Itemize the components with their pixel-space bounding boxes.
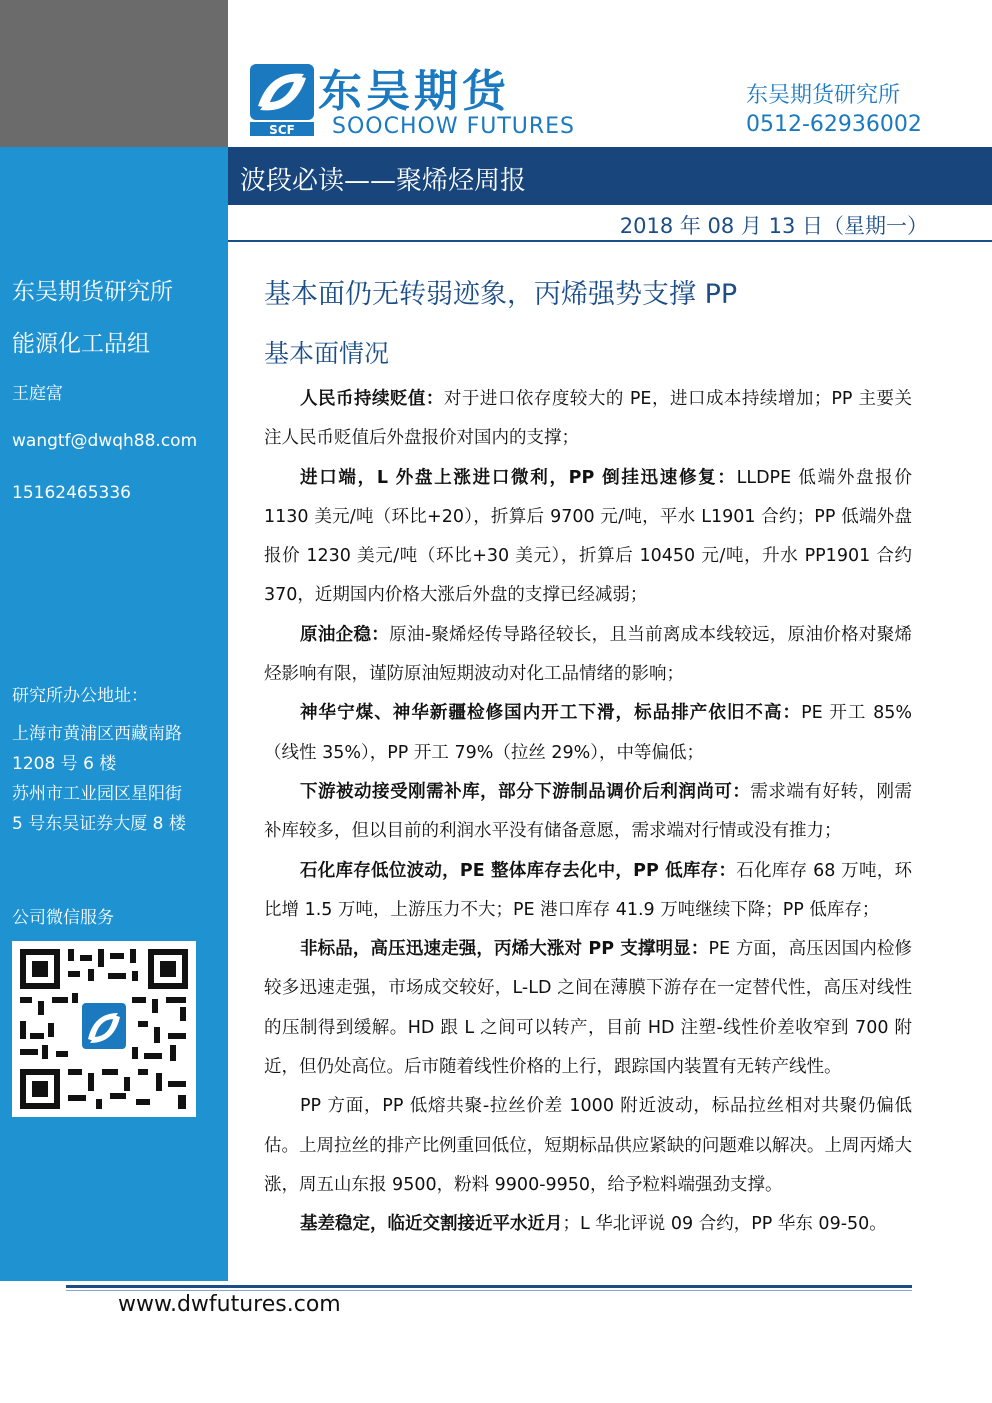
body-paragraph [264, 1087, 912, 1205]
analyst-email[interactable]: wangtf@dwqh88.com [12, 431, 198, 451]
sidebar-org: 东吴期货研究所 [12, 279, 173, 305]
logo-mark [250, 64, 314, 137]
address-label: 研究所办公地址： [12, 686, 148, 706]
paragraph-text: 原油-聚烯烃传导路径较长，且当前离成本线较远，原油价格对聚烯烃影响有限，谨防原油短期波动对化工品情绪的影响； [264, 624, 913, 685]
logo-chinese-name: 东吴期货 [318, 66, 510, 117]
body-paragraph [264, 459, 912, 616]
paragraph-lead: 非标品，高压迅速走强，丙烯大涨对 PP 支撑明显： [300, 939, 709, 960]
section-heading: 基本面情况 [264, 339, 390, 368]
paragraph-text: LLDPE 低端外盘报价 1130 美元/吨（环比+20），折算后 9700 元/吨，平水 L1901 合约；PP 低端外盘报价 1230 美元/吨（环比+30 美元），折算后 10450 元/吨，升水 PP1901 合约 370，近期国内价格大涨后外盘的支撑已经减弱； [264, 467, 912, 606]
sidebar-group: 能源化工品组 [12, 331, 150, 357]
institute-name: 东吴期货研究所 [746, 83, 901, 108]
paragraph-lead: 下游被动接受刚需补库，部分下游制品调价后利润尚可： [300, 781, 751, 802]
address-line: 苏州市工业园区星阳街 [12, 784, 182, 804]
report-date: 2018 年 08 月 13 日（星期一） [619, 214, 928, 238]
institute-phone: 0512-62936002 [746, 112, 922, 137]
paragraph-lead: 进口端，L 外盘上涨进口微利，PP 倒挂迅速修复： [300, 467, 737, 488]
date-divider [228, 240, 992, 242]
paragraph-text: PP 方面，PP 低熔共聚-拉丝价差 1000 附近波动，标品拉丝相对共聚仍偏低估。上周拉丝的排产比例重回低位，短期标品供应紧缺的问题难以解决。上周丙烯大涨，周五山东报 9500，粉料 9900-9950，给予粒料端强劲支撑。 [264, 1096, 912, 1195]
paragraph-lead: 人民币持续贬值： [300, 389, 444, 409]
paragraph-text: 石化库存 68 万吨，环比增 1.5 万吨，上游压力不大；PE 港口库存 41.9 万吨继续下降；PP 低库存； [264, 860, 912, 920]
footer-divider-thin [66, 1290, 912, 1291]
report-headline: 基本面仍无转弱迹象，丙烯强势支撑 PP [264, 279, 738, 310]
address-block [12, 719, 186, 839]
paragraph-text: 需求端有好转，刚需补库较多，但以目前的利润水平没有储备意愿，需求端对行情或没有推力； [264, 781, 913, 842]
footer-website-link[interactable]: www.dwfutures.com [118, 1292, 341, 1317]
body-paragraph [264, 616, 912, 695]
address-line: 1208 号 6 楼 [12, 754, 117, 774]
address-line: 上海市黄浦区西藏南路 [12, 724, 182, 744]
report-series-title: 波段必读——聚烯烃周报 [240, 166, 527, 196]
body-paragraph [264, 694, 912, 773]
report-series-band [228, 147, 992, 205]
analyst-name: 王庭富 [12, 384, 63, 404]
paragraph-text: PE 开工 85%（线性 35%），PP 开工 79%（拉丝 29%），中等偏低； [264, 703, 912, 763]
paragraph-lead: 石化库存低位波动，PE 整体库存去化中，PP 低库存： [300, 860, 737, 881]
paragraph-text: ；L 华北评说 09 合约，PP 华东 09-50。 [562, 1214, 887, 1235]
paragraph-lead: 基差稳定，临近交割接近平水近月 [300, 1214, 563, 1235]
top-gray-block [0, 0, 228, 147]
logo-english-name: SOOCHOW FUTURES [332, 114, 576, 139]
logo-mark-text: SCF [269, 123, 295, 137]
paragraph-text: PE 方面，高压因国内检修较多迅速走强，市场成交较好，L-LD 之间在薄膜下游存在一定替代性，高压对线性的压制得到缓解。HD 跟 L 之间可以转产，目前 HD 注塑-线性价差收窄到 700 附近，但仍处高位。后市随着线性价格的上行，跟踪国内装置有无转产线性。 [264, 939, 912, 1078]
report-body [264, 380, 912, 1245]
sidebar [0, 147, 228, 1281]
body-paragraph [264, 852, 912, 931]
body-paragraph [264, 930, 912, 1087]
paragraph-lead: 神华宁煤、神华新疆检修国内开工下滑，标品排产依旧不高： [300, 703, 802, 724]
paragraph-text: 对于进口依存度较大的 PE，进口成本持续增加；PP 主要关注人民币贬值后外盘报价对国内的支撑； [264, 389, 913, 449]
wechat-label: 公司微信服务 [12, 908, 114, 928]
body-paragraph [264, 380, 912, 459]
analyst-phone: 15162465336 [12, 483, 131, 503]
body-paragraph [264, 1205, 912, 1244]
paragraph-lead: 原油企稳： [300, 624, 390, 645]
body-paragraph [264, 773, 912, 852]
address-line: 5 号东吴证券大厦 8 楼 [12, 814, 186, 834]
footer-divider [66, 1285, 912, 1288]
wechat-qr-code [12, 941, 196, 1117]
